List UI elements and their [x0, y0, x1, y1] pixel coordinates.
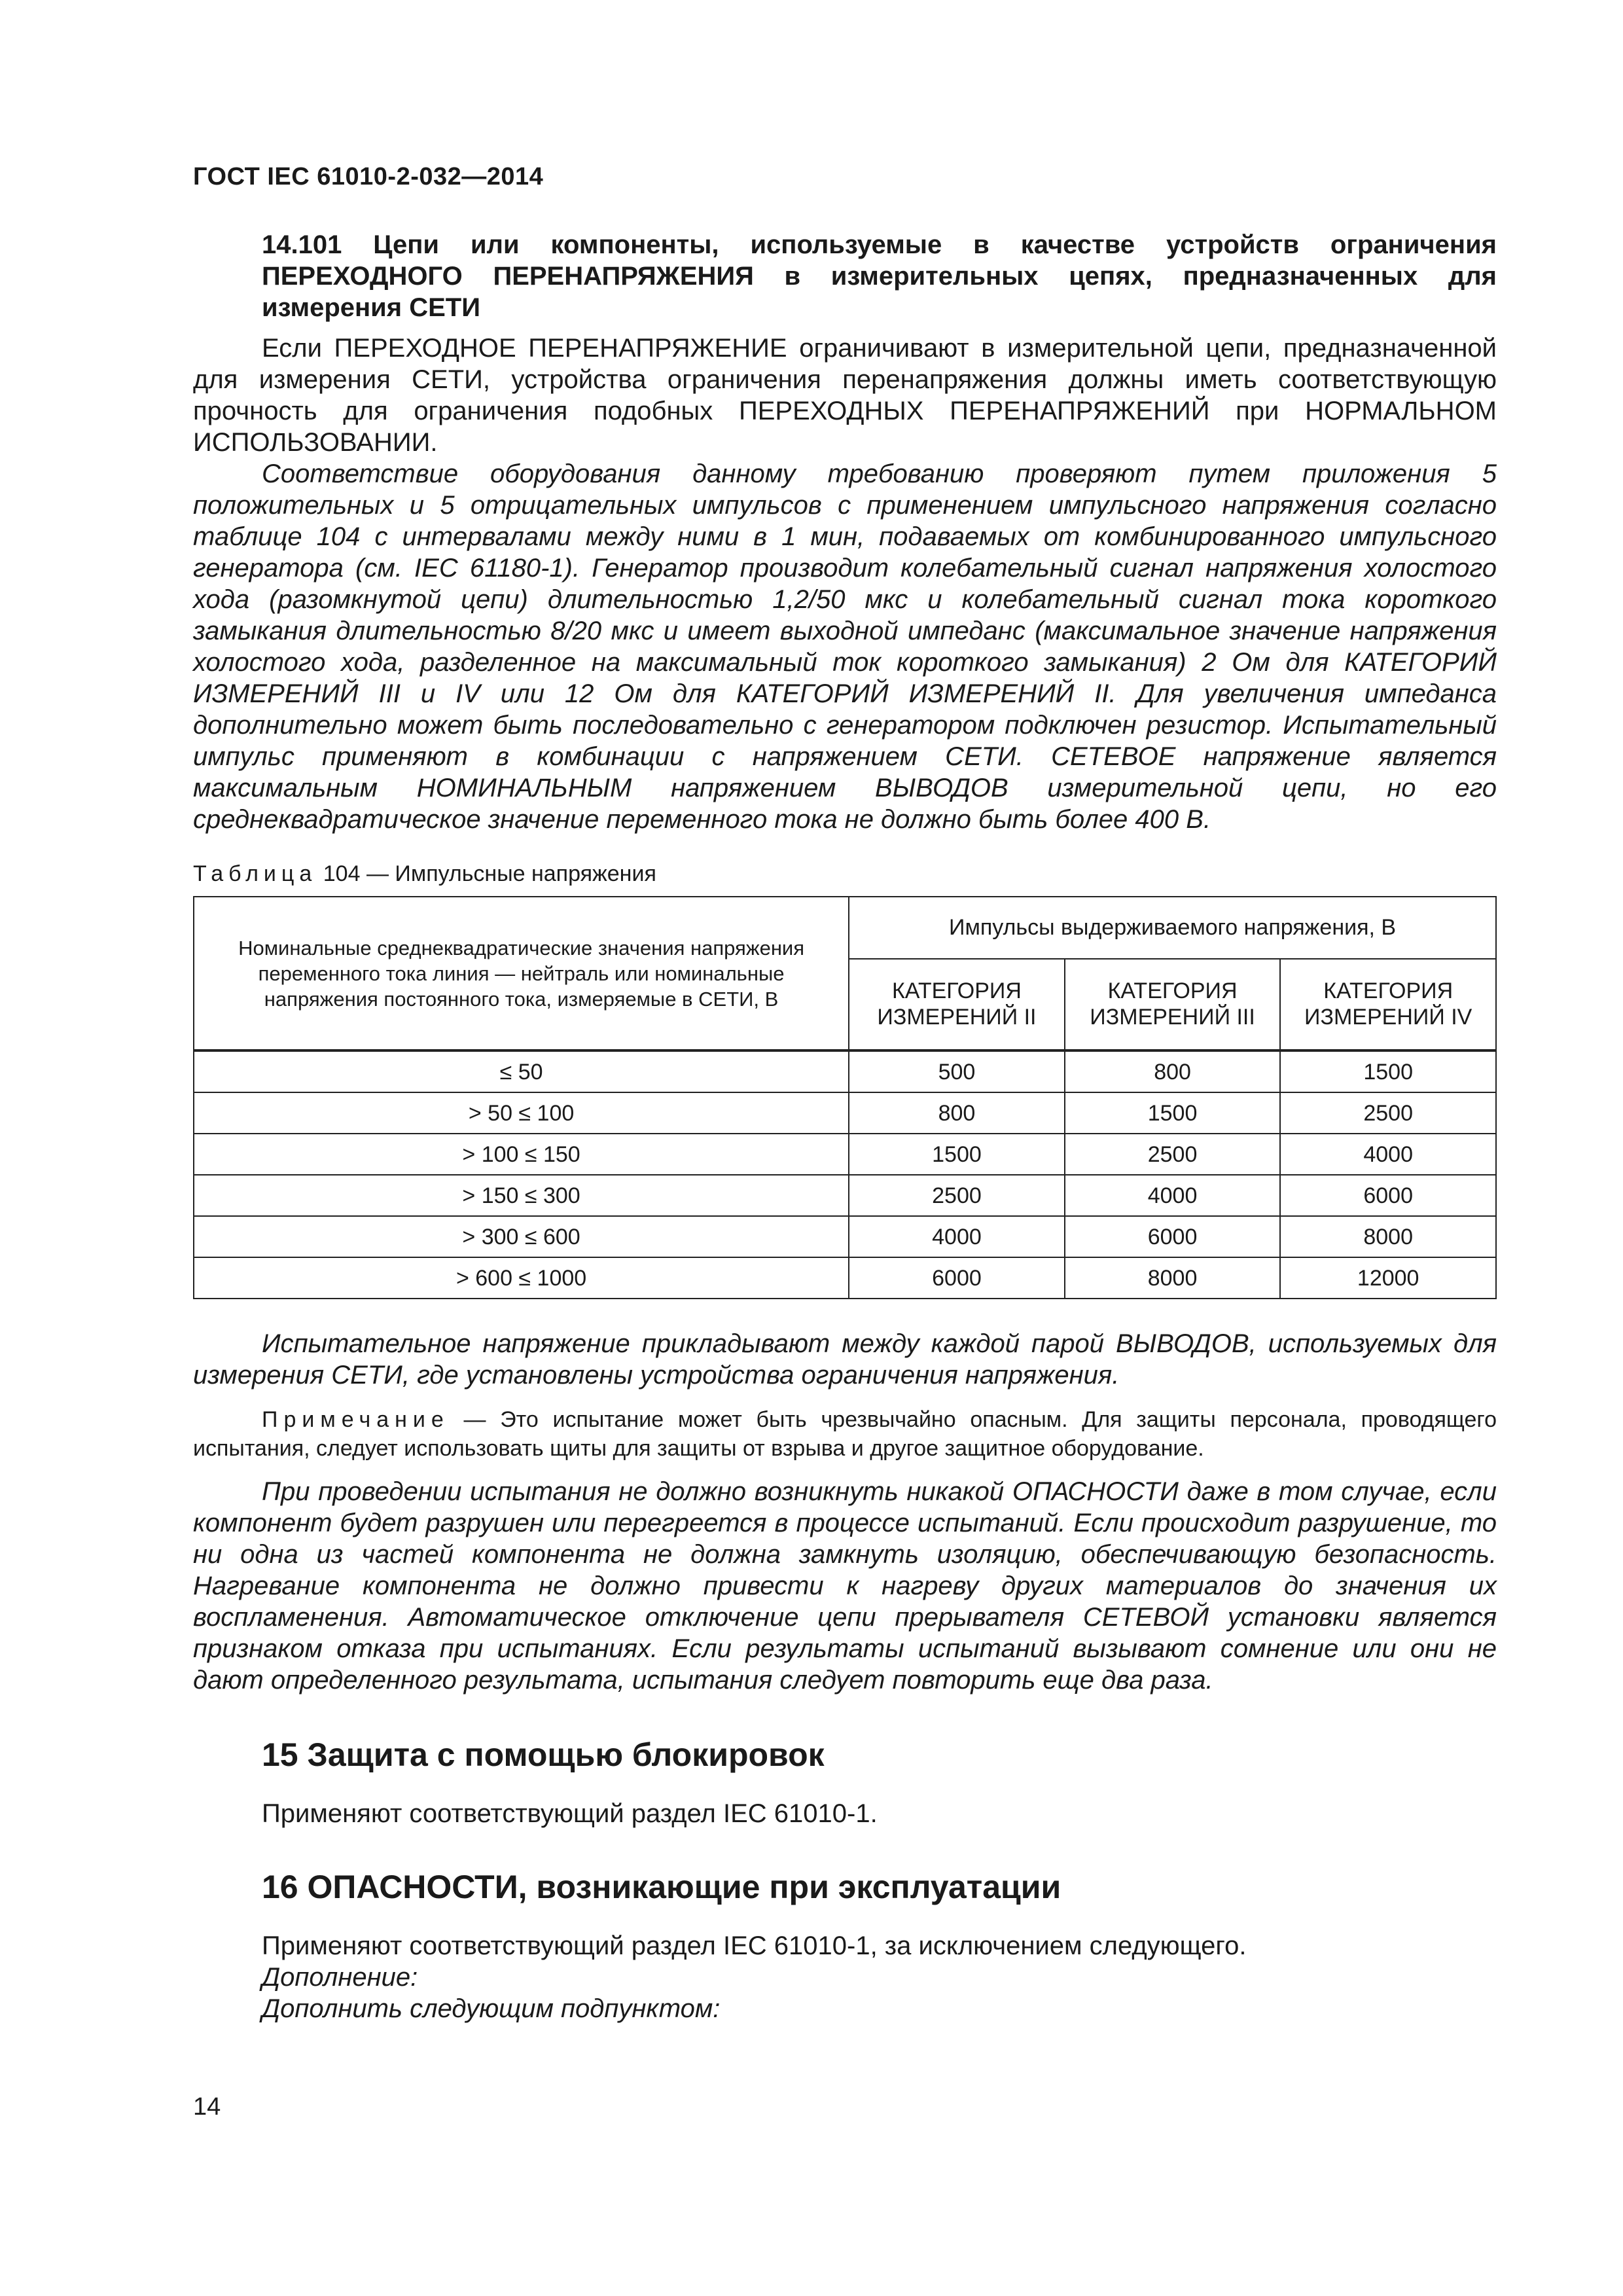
table-cell: > 100 ≤ 150 — [194, 1134, 849, 1175]
table-caption-label: Таблица — [193, 861, 317, 886]
table-header-category-iv: КАТЕГОРИЯ ИЗМЕРЕНИЙ IV — [1280, 959, 1496, 1050]
table-cell: 4000 — [849, 1216, 1065, 1257]
page-content — [193, 229, 1497, 2024]
table-cell: 2500 — [1280, 1092, 1496, 1134]
table-cell: > 600 ≤ 1000 — [194, 1257, 849, 1299]
hazard-paragraph: При проведении испытания не должно возникнуть никакой ОПАСНОСТИ даже в том случае, если компонент будет разрушен или перегреется в процессе испытаний. Если происходит разрушение, то ни одна из частей компонента не должна замкнуть изоляцию, обеспечивающую безопасность. Нагревание компонента не должно привести к нагреву других материалов до значения их воспламенения. Автоматическое отключение цепи прерывателя СЕТЕВОЙ установки является признаком отказа при испытаниях. Если результаты испытаний вызывают сомнение или они не дают определенного результата, испытания следует повторить еще два раза. — [193, 1477, 1497, 1695]
table-header-category-iii: КАТЕГОРИЯ ИЗМЕРЕНИЙ III — [1065, 959, 1281, 1050]
note-label: Примечание — [262, 1407, 450, 1432]
section-16-addition: Дополнение: — [262, 1963, 418, 1992]
table-row — [194, 1257, 1496, 1299]
table-header-category-ii: КАТЕГОРИЯ ИЗМЕРЕНИЙ II — [849, 959, 1065, 1050]
table-cell: 6000 — [1280, 1175, 1496, 1216]
table-row — [194, 1092, 1496, 1134]
table-cell: 6000 — [1065, 1216, 1281, 1257]
table-cell: > 50 ≤ 100 — [194, 1092, 849, 1134]
table-cell: 2500 — [849, 1175, 1065, 1216]
page-number: 14 — [193, 2093, 221, 2121]
note-paragraph — [193, 1405, 1497, 1463]
table-row — [194, 1216, 1496, 1257]
table-cell: 8000 — [1280, 1216, 1496, 1257]
document-id-header: ГОСТ IEC 61010-2-032—2014 — [193, 163, 544, 190]
section-15-text: Применяют соответствующий раздел IEC 61010-1. — [262, 1799, 878, 1828]
section-15-heading: 15 Защита с помощью блокировок — [262, 1736, 825, 1773]
impulse-voltage-table — [193, 896, 1497, 1299]
test-voltage-paragraph: Испытательное напряжение прикладывают между каждой парой ВЫВОДОВ, используемых для измерения СЕТИ, где установлены устройства ограничения напряжения. — [193, 1329, 1497, 1390]
table-cell: 2500 — [1065, 1134, 1281, 1175]
section-16-instruction: Дополнить следующим подпунктом: — [262, 1994, 721, 2023]
table-row — [194, 1175, 1496, 1216]
table-header-nominal-voltage: Номинальные среднеквадратические значения напряжения переменного тока линия — нейтраль или номинальные напряжения постоянного тока, измеряемые в СЕТИ, В — [194, 897, 849, 1050]
table-cell: > 300 ≤ 600 — [194, 1216, 849, 1257]
table-cell: 1500 — [849, 1134, 1065, 1175]
table-cell: ≤ 50 — [194, 1050, 849, 1092]
clause-heading-14-101: 14.101 Цепи или компоненты, используемые в качестве устройств ограничения ПЕРЕХОДНОГО ПЕРЕНАПРЯЖЕНИЯ в измерительных цепях, предназначенных для измерения СЕТИ — [262, 230, 1497, 322]
note-text: — Это испытание может быть чрезвычайно опасным. Для защиты персонала, проводящего испытания, следует использовать щиты для защиты от взрыва и другое защитное оборудование. — [193, 1407, 1497, 1461]
table-cell: 12000 — [1280, 1257, 1496, 1299]
section-16-text: Применяют соответствующий раздел IEC 61010-1, за исключением следующего. — [262, 1931, 1247, 1960]
table-cell: 500 — [849, 1050, 1065, 1092]
table-header-impulse-group: Импульсы выдерживаемого напряжения, В — [849, 897, 1496, 959]
table-cell: 1500 — [1065, 1092, 1281, 1134]
table-cell: 1500 — [1280, 1050, 1496, 1092]
table-cell: 8000 — [1065, 1257, 1281, 1299]
table-cell: 800 — [849, 1092, 1065, 1134]
table-cell: 4000 — [1280, 1134, 1496, 1175]
table-cell: > 150 ≤ 300 — [194, 1175, 849, 1216]
table-cell: 800 — [1065, 1050, 1281, 1092]
clause-paragraph-compliance: Соответствие оборудования данному требованию проверяют путем приложения 5 положительных и 5 отрицательных импульсов с применением импульсного напряжения согласно таблице 104 с интервалами между ними в 1 мин, подаваемых от комбинированного импульсного генератора (см. IEC 61180-1). Генератор производит колебательный сигнал напряжения холостого хода (разомкнутой цепи) длительностью 1,2/50 мкс и колебательный сигнал тока короткого замыкания длительностью 8/20 мкс и имеет выходной импеданс (максимальное значение напряжения холостого хода, разделенное на максимальный ток короткого замыкания) 2 Ом для КАТЕГОРИЙ ИЗМЕРЕНИЙ III и IV или 12 Ом для КАТЕГОРИЙ ИЗМЕРЕНИЙ II. Для увеличения импеданса дополнительно может быть последовательно с генератором подключен резистор. Испытательный импульс применяют в комбинации с напряжением СЕТИ. СЕТЕВОЕ напряжение является максимальным НОМИНАЛЬНЫМ напряжением ВЫВОДОВ измерительной цепи, но его среднеквадратическое значение переменного тока не должно быть более 400 В. — [193, 459, 1497, 834]
table-caption — [193, 861, 1497, 887]
section-16-heading: 16 ОПАСНОСТИ, возникающие при эксплуатации — [262, 1869, 1061, 1905]
table-row — [194, 1050, 1496, 1092]
table-cell: 6000 — [849, 1257, 1065, 1299]
table-row — [194, 1134, 1496, 1175]
clause-paragraph-1: Если ПЕРЕХОДНОЕ ПЕРЕНАПРЯЖЕНИЕ ограничивают в измерительной цепи, предназначенной для измерения СЕТИ, устройства ограничения перенапряжения должны иметь соответствующую прочность для ограничения подобных ПЕРЕХОДНЫХ ПЕРЕНАПРЯЖЕНИЙ при НОРМАЛЬНОМ ИСПОЛЬЗОВАНИИ. — [193, 334, 1497, 457]
table-cell: 4000 — [1065, 1175, 1281, 1216]
table-caption-text: 104 — Импульсные напряжения — [323, 861, 656, 886]
